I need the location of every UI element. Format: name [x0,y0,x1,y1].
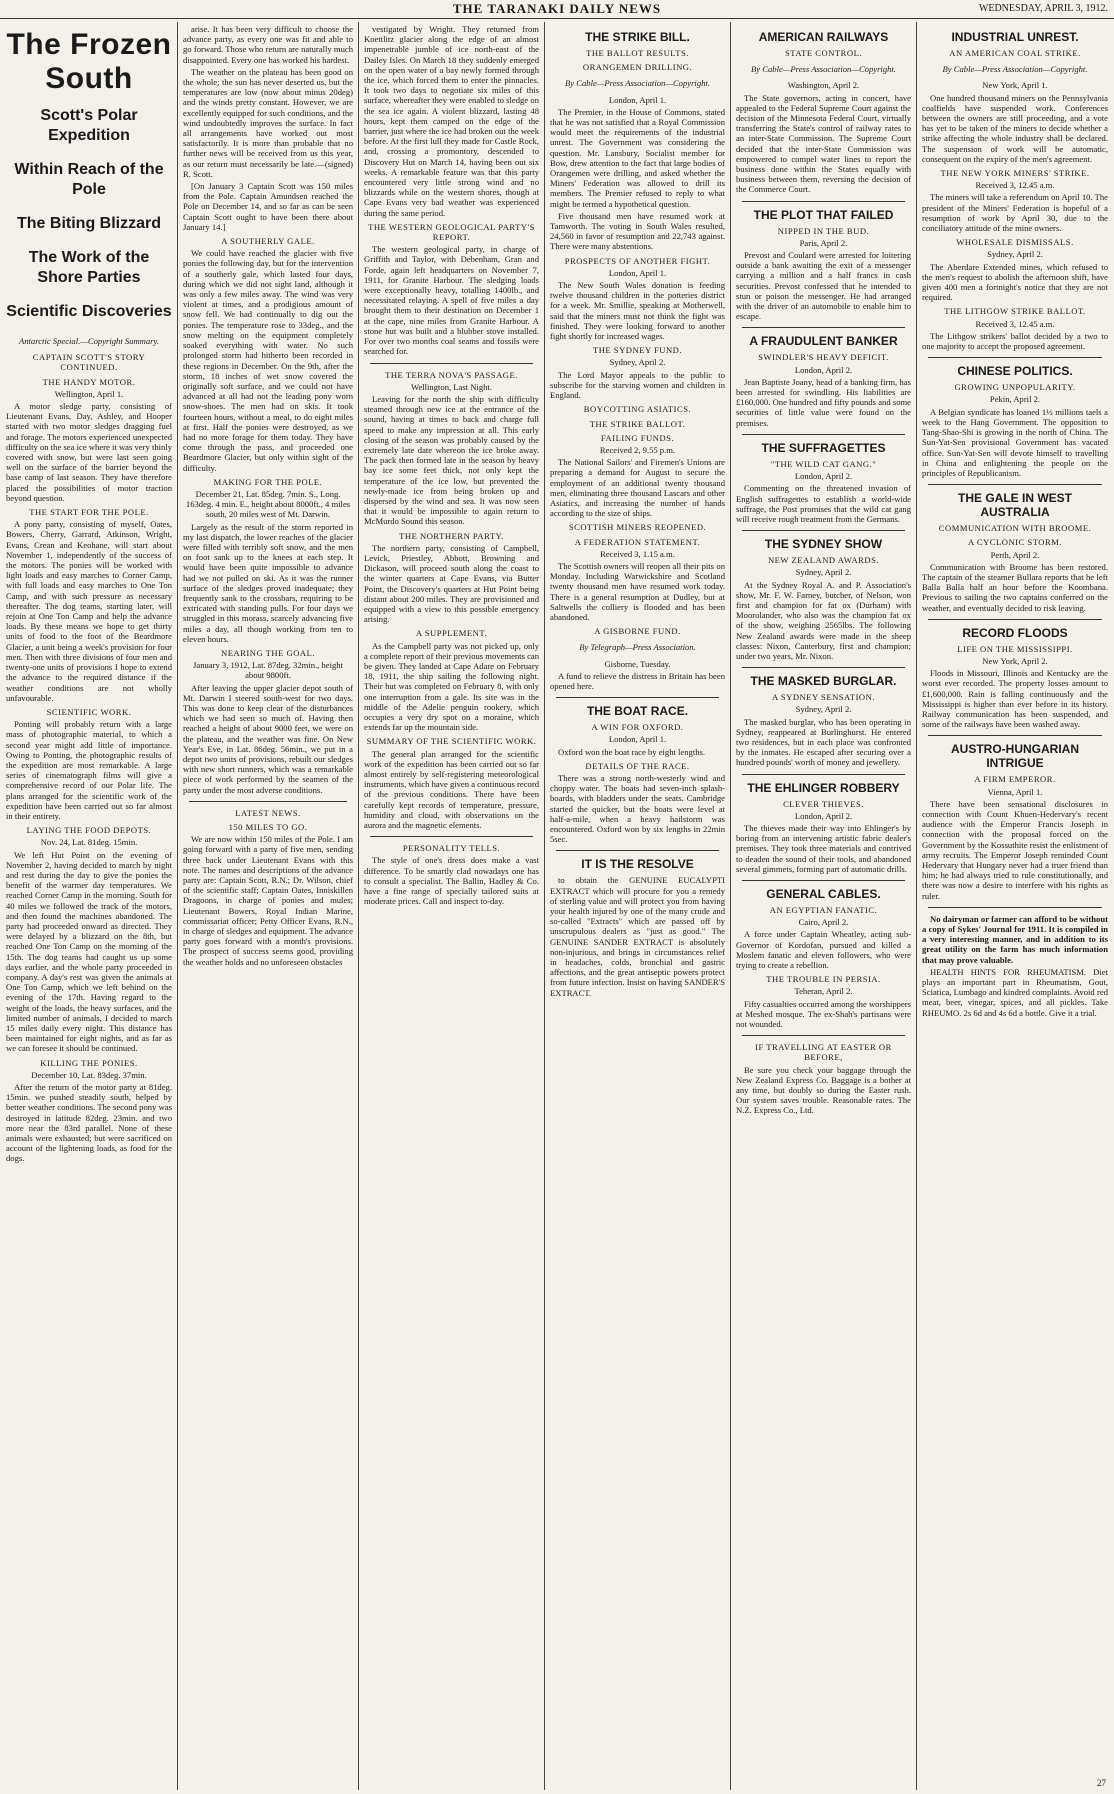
paragraph: The western geological party, in charge of Griffith and Taylor, with Debenham, Gran and Forde, again left headquarters on November 7, 1911, for Granite Harbour. The sledging loads were exceptionally heavy, totalling 1400lb., and necessitated relaying. A spell of five miles a day brought them to their destination on December 1 at the cape, nine miles from Granite Harbour. A stone hut was built and a blubber stove installed. For over two months coal seams and fossils were searched for. [364,244,539,357]
paragraph: There have been sensational disclosures in connection with Count Khuen-Hedervary's recent audience with the Emperor Francis Joseph in connection with the proposal forced on the Government by the Kossuthite resist the enlistment of army recruits. The Emperor Joseph reminded Count Hedervary that Hungary never had a truer friend than him; he had always tried to rule constitutionally, and there was now a desire to interfere with his rights as ruler. [922,798,1108,901]
subhead: A WIN FOR OXFORD. [591,722,684,733]
subhead: LIFE ON THE MISSISSIPPI. [957,643,1073,654]
paragraph: Largely as the result of the storm reported in my last dispatch, the lower reaches of the glacier were filled with terribly soft snow, and the men on foot sank up to the knees at each step. It would have been quite impossible to advance had we not pulled on ski. As it was the runner surface of the sledges proved inadequate; they frequently sank to the crossbars, requiring to be extricated with standing pulls. For four days we struggled in this morass, scarcely advancing five miles a day, all though working from ten to eleven hours. [183,521,353,644]
paragraph: Communication with Broome has been restored. The captain of the steamer Bullara reports that he left Balla Balla half an hour before the Koombana. Previous to sailing the two captains conferred on the weather, and eventually decided to risk leaving. [922,561,1108,613]
subhead: NEARING THE GOAL. [220,647,316,658]
paragraph: A motor sledge party, consisting of Lieutenant Evans, Day, Ashley, and Hooper started with two motor sledges dragging fuel and forage. The motors experienced unexpected difficulty on the sea ice where it was very thinly covered with snow, but were last seen going well on the surface of the barrier beyond the base camp of last season. They have therefore placed the possibilities of motor traction beyond question. [6,401,172,503]
subhead: BOYCOTTING ASIATICS. [583,404,692,415]
column-rule [544,22,545,1790]
subhead: ORANGEMEN DRILLING. [582,62,693,73]
column-4 [550,24,725,1788]
subhead: NIPPED IN THE BUD. [777,225,870,236]
divider [928,484,1102,485]
paragraph: The New South Wales donation is feeding twelve thousand children in the potteries district for a week. Mr. Smillie, speaking at Motherwell, said that the miners must not think the fight was finished. They were looking forward to another fight shortly for increased wages. [550,280,725,342]
story-head: THE EHLINGER ROBBERY [747,780,900,795]
subhead: PERSONALITY TELLS. [402,843,501,854]
subhead: THE NEW YORK MINERS' STRIKE. [940,168,1090,179]
dateline: Received 2, 9.55 p.m. [599,444,676,455]
divider [742,774,905,775]
subhead: THE START FOR THE POLE. [29,507,149,518]
dateline: Wellington, April 1. [54,388,124,399]
subhead: KILLING THE PONIES. [40,1057,138,1068]
divider [928,357,1102,358]
subhead: SCOTTISH MINERS REOPENED. [568,522,707,533]
dateline: Vienna, April 1. [987,786,1043,797]
divider [742,880,905,881]
paragraph: [On January 3 Captain Scott was 150 miles from the Pole. Captain Amundsen reached the Pole on December 14, and so far as can be seen Captain Scott ought to have been there about January 14.] [183,181,353,232]
dateline: Paris, April 2. [799,237,848,248]
column-1 [6,24,172,1788]
paragraph: The general plan arranged for the scientific work of the expedition has been carried out so far almost entirely by self-registering meteorological instruments, which have given a continuous record of the previous conditions. There have been carefully kept records of temperature, pressure, humidity and cloud, with observations on the aurora and the magnetic elements. [364,748,539,831]
column-5 [736,24,911,1788]
paragraph: A fund to relieve the distress in Britain has been opened here. [550,670,725,691]
advert-text: HEALTH HINTS FOR RHEUMATISM. Diet plays an important part in Rheumatism, Gout, Sciatica, Lumbago and kindred complaints. Avoid red meat, beer, vinegar, spices, and all pickles. Take RHEUMO. 2s 6d and 4s 6d a bottle. Give it a trial. [922,966,1108,1018]
advert-text: No dairyman or farmer can afford to be without a copy of Sykes' Journal for 1911. It is compiled in a very interesting manner, and in addition to its great utility on the farm has much information that may prove valuable. [922,913,1108,965]
advert-text: to obtain the GENUINE EUCALYPTI EXTRACT which will procure for you a remedy of sterling value and will protect you from having your health injured by one of the many crude and so-called "Extracts" which are passed off by unscrupulous dealers as "just as good." The GENUINE SANDER EXTRACT is absolutely non-injurious, and brings in circumstances relief in headaches, colds, bronchial and gastric affections, and the great antiseptic powers protect from future infection. Insist on having SANDER'S EXTRACT. [550,875,725,998]
dateline: January 3, 1912, Lat. 87deg. 32min., height about 9800ft. [193,660,343,681]
paragraph: A pony party, consisting of myself, Oates, Bowers, Cherry, Garrard, Atkinson, Wright, Evans, Crean and Keohane, will start about November 1, independently of the success of the motors. The ponies will be worked with light loads and easy marches to Corner Camp, with full loads and easy marches to One Ton Camp, and with such pressure as necessary thereafter. The dog teams, starting later, will rejoin at One Ton Camp and help the advance loads. By these means we hope to get thirty units of food to the foot of the Beardmore Glacier, a unit being a week's provision for four men. Then with three divisions of four men and twenty-one units of provisions I hope to extend the advance to the required distance if the weather conditions are not wholly unfavourable. [6,519,172,703]
paragraph: Floods in Missouri, Illinois and Kentucky are the worst ever recorded. The property losses amount to £1,600,000. Rain is falling continuously and the Mississippi is higher than ever before in its history. Railway communication has been suspended, and some of the railways have been washed away. [922,668,1108,730]
divider [189,801,347,802]
subhead: A SYDNEY SENSATION. [771,692,875,703]
dateline: New York, April 1. [982,80,1048,91]
paragraph: The northern party, consisting of Campbell, Levick, Priestley, Abbott, Browning and Dickason, will proceed south along the coast to the winter quarters at Cape Evans, via Butter Point, the Discovery's quarters at Hut Point being distant about 200 miles. They are provisioned and equipped with a view to this possible emergency arising. [364,542,539,625]
subhead: SCIENTIFIC WORK. [46,706,132,717]
divider [370,363,533,364]
subhead: SWINDLER'S HEAVY DEFICIT. [758,352,889,363]
page-number: 27 [1097,1778,1106,1788]
paragraph: Five thousand men have resumed work at Tamworth. The voting in South Wales resulted, 24,560 in favor of resumption and 22,743 against. There were many abstentions. [550,210,725,252]
divider [556,697,719,698]
paragraph: The thieves made their way into Ehlinger's by boring from an intervening artistic fabric dealer's premises. They took three materials and contrived to deaden the sound of their tools, and abandoned several gimmets, forming part of automatic drills. [736,822,911,874]
paragraph: The Premier, in the House of Commons, stated that he was not satisfied that a Royal Commission would meet the requirements of the industrial unrest. The Government was considering the question. Mr. Lansbury, Socialist member for Bow, drew attention to the fact that large bodies of Orangemen were drilling, and asked whether the Miners' Federation was allowed to drill its members. The Premier refused to reply to what might be termed a hypothetical question. [550,106,725,209]
subhead: NEW ZEALAND AWARDS. [767,555,880,566]
subhead: MAKING FOR THE POLE. [213,476,323,487]
paragraph: The weather on the plateau has been good on the whole; the sun has never deserted us, but the temperatures are low (now about minus 20deg) and the winds pretty constant. However, we are excellently equipped for such conditions, and the wind undoubtedly improves the surface. In fact all arrangements have worked out most satisfactorily. It is more than probable that no further news will be received from us this year, as our return must necessarily be late.—(signed) R. Scott. [183,66,353,179]
story-head: CAPTAIN SCOTT'S STORY CONTINUED. [32,352,146,373]
subhead: THE WESTERN GEOLOGICAL PARTY'S REPORT. [368,221,535,243]
paragraph: The Lithgow strikers' ballot decided by a two to one majority to accept the proposed agreement. [922,330,1108,352]
subhead: STATE CONTROL. [785,48,862,58]
paragraph: The Scottish owners will reopen all their pits on Monday. Including Warwickshire and Scotland twenty thousand men have resumed work today. There is a general resumption at Dudley, but at Saltwells the colliery is flooded and has been abandoned. [550,560,725,622]
byline: Antarctic Special.—Copyright Summary. [18,336,160,346]
column-rule [358,22,359,1790]
subhead: THE STRIKE BALLOT. [589,418,686,429]
paragraph: A force under Captain Wheatley, acting sub-Governor of Kordofan, pursued and killed a Moslem fanatic and eleven followers, who were trying to create a rebellion. [736,929,911,970]
dateline: London, April 1. [608,734,667,745]
column-3 [364,24,539,1788]
column-rule [730,22,731,1790]
divider [928,619,1102,620]
dateline: London, April 2. [794,810,853,821]
subhead: AN EGYPTIAN FANATIC. [769,904,878,915]
story-head: THE SYDNEY SHOW [764,537,883,552]
paragraph: Prevost and Coulard were arrested for loitering outside a bank awaiting the exit of a messenger carrying a million and a half francs in cash securities. Prevost confessed that he intended to stun or poison the messenger. He had arranged with the driver of an automobile to enable him to escape. [736,250,911,322]
masthead-title: THE TARANAKI DAILY NEWS [452,1,662,16]
subhead: "THE WILD CAT GANG." [770,458,877,469]
dateline: Received 3, 1.15 a.m. [600,548,675,559]
subhead: THE HANDY MOTOR. [42,376,136,387]
dateline: December 10, Lat. 83deg. 37min. [31,1069,147,1080]
divider [742,667,905,668]
paragraph: Jean Baptiste Joany, head of a banking firm, has been arrested for swindling. His liabilities are £160,000. One hundred and fifty pounds and some securities of little value were found on the premises. [736,376,911,428]
byline: By Cable—Press Association—Copyright. [942,64,1088,75]
dateline: London, April 1. [608,94,667,105]
paragraph: A Belgian syndicate has loaned 1½ millions taels a week to the Hang Government. The opposition to Tang-Shao-Shi is growing in the north of China. The Sun-Yat-Sen provisional Government has vacated office. Sun-Yat-Sen will devote himself to travelling in China and enlightening the people on the principles of Republicanism. [922,406,1108,478]
subhead: COMMUNICATION WITH BROOME. [938,523,1092,534]
subhead: THE LITHGOW STRIKE BALLOT. [944,306,1086,317]
subhead: THE NORTHERN PARTY. [399,530,504,541]
story-head: THE PLOT THAT FAILED [753,207,894,222]
dateline: Sydney, April 2. [795,704,852,715]
divider [742,434,905,435]
subhead: THE TERRA NOVA'S PASSAGE. [385,369,518,380]
subhead: THE SYDNEY FUND. [592,345,683,356]
dateline: Wellington, Last Night. [411,381,492,392]
story-head: AUSTRO-HUNGARIAN INTRIGUE [951,742,1079,771]
main-headline: The Frozen South [6,28,172,95]
dateline: Gisborne, Tuesday. [604,658,671,669]
story-head: THE BOAT RACE. [586,704,689,719]
paragraph: We are now within 150 miles of the Pole. I am going forward with a party of five men, sending three back under Lieutenant Evans with this note. The names and descriptions of the advance party are: Captain Scott, R.N.; Dr. Wilson, chief of the scientific staff; Captain Oates, Inniskillen Dragoons, in charge of ponies and mules; Lieutenant Bowers, Royal Indian Marine, commissariat officer; Petty Officer Evans, R.N., in charge of sledges and equipment. The advance party goes forward with a month's provisions. The prospect of success seems good, providing the weather holds and no unforeseen obstacles [183,834,353,967]
subhead: DETAILS OF THE RACE. [585,760,690,771]
subhead: A FEDERATION STATEMENT. [574,536,701,547]
paragraph: After leaving the upper glacier depot south of Mt. Darwin I steered south-west for two days. This was done to keep clear of the disturbances which we had seen so much of. Having then reached a height of about 9000 feet, we were on the plateau, and the weather was fine. On New Year's Eve, in Lat. 86deg. 56min., we put in a depot two units of provisions, rebuilt our sledges with new short runners, which was a remarkable piece of work performed by the seamen of the party under the most adverse conditions. [183,682,353,795]
paragraph: Fifty casualties occurred among the worshippers at Meshed mosque. The ex-Shah's partisans were not wounded. [736,998,911,1030]
subhead: FAILING FUNDS. [600,432,675,443]
deck-3: The Biting Blizzard [17,215,161,232]
subhead: WHOLESALE DISMISSALS. [956,237,1074,248]
paragraph: There was a strong north-westerly wind and choppy water. The boats had seven-inch splash-boards, with bladders under the seats. Cambridge started the quicker, but the boats were level at half-a-mile, when a heavy hailstorm was encountered. Oxford won by six lengths in 22min 5sec. [550,772,725,845]
divider [928,735,1102,736]
dateline: New York, April 2. [982,655,1048,666]
divider [742,1035,905,1036]
subhead: A FIRM EMPEROR. [974,774,1056,785]
dateline: Perth, April 2. [990,549,1040,560]
story-head: THE STRIKE BILL. [585,30,690,44]
masthead [0,0,1114,19]
dateline: Pekin, April 2. [989,394,1041,405]
subhead: THE BALLOT RESULTS. [586,48,689,58]
subhead: SUMMARY OF THE SCIENTIFIC WORK. [366,736,537,747]
dateline: Cairo, April 2. [798,917,849,928]
column-6 [922,24,1108,1788]
advert-text: Be sure you check your baggage through the New Zealand Express Co. Baggage is a bother at any time, but doubly so during the Easter rush. Our system saves trouble. Reasonable rates. The N.Z. Express Co., Ltd. [736,1064,911,1116]
paragraph: At the Sydney Royal A. and P. Association's show, Mr. F. W. Farney, butcher, of Nelson, won first and champion for fat ox (Durham) with Moorolander, who also was the champion fat ox of the show, weighing 2565lbs. The following New Zealand awards were made in the sheep classes: Nixon, Canterbury, first and champion; under two years, Mr. Nixon. [736,579,911,661]
story-head: RECORD FLOODS [962,625,1068,640]
dateline: Sydney, April 2. [609,357,666,368]
divider [370,836,533,837]
paragraph: The Lord Mayor appeals to the public to subscribe for the starving women and children in England. [550,369,725,401]
dateline: London, April 2. [794,471,853,482]
paragraph: We left Hut Point on the evening of November 2, having decided to march by night and rest during the day to give the ponies the benefit of the warmer day temperatures. We reached Corner Camp in the morning. South for 40 miles we followed the track of the motors, and then found the machines abandoned. The party had proceeded onward as directed. They were delayed by a blizzard on the 8th, but reached One Ton Camp on the morning of the 15th. The dog teams had caught us up some days earlier, and the whole party proceeded in company. A day's rest was given the animals at One Ton Camp, which we left behind on the evening of the 17th. Having regard to the weight of the loads, the heavy surfaces, and the limited number of animals, I decided to march 15 miles daily every night. This distance has been maintained for eight nights, and as far as we can foresee it should be continued. [6,849,172,1054]
dateline: Teheran, April 2. [794,986,853,997]
subhead: LATEST NEWS. [235,807,301,818]
advert-head: IF TRAVELLING AT EASTER OR BEFORE, [755,1042,892,1063]
paragraph: Commenting on the threatened invasion of English suffragettes to establish a world-wide suffrage, the Post promises that the wild cat gang will receive rough treatment from the Germans. [736,483,911,524]
story-head: THE MASKED BURGLAR. [750,674,897,689]
subhead: LAYING THE FOOD DEPOTS. [26,825,152,836]
subhead: THE TROUBLE IN PERSIA. [766,974,881,985]
paragraph: The National Sailors' and Firemen's Unions are preparing a demand for August to secure the employment of an additional twenty thousand men, eliminating three thousand Lascars and other Asiatics, and increasing the number of hands according to the size of ships. [550,457,725,519]
paragraph: As the Campbell party was not picked up, only a complete report of their previous movements can be given. They landed at Cape Adare on February 18, 1911, the ship sailing the following night. Their hut was completed on February 8, with only one interruption from a gale. Its site was in the middle of the Adelie penguin rookery, which occupies a very dry spot on a moraine, which extends far up the mountain side. [364,640,539,733]
column-2 [183,24,353,1788]
subhead: CLEVER THIEVES. [783,798,864,809]
divider [556,850,719,851]
dateline: London, April 2. [794,364,853,375]
divider [742,530,905,531]
divider [742,327,905,328]
paragraph: The miners will take a referendum on April 10. The president of the Miners' Federation is hopeful of a resumption of work by April 30, due to the conciliatory attitude of the mine owners. [922,192,1108,234]
subhead: A SOUTHERLY GALE. [221,236,315,247]
paragraph: The style of one's dress does make a vast difference. To be smartly clad nowadays one has to consult a specialist. The Ballin, Hadley & Co. have a fine range of specially tailored suits at moderate prices. Call and inspect to-day. [364,855,539,907]
paragraph: The State governors, acting in concert, have appealed to the Federal Supreme Court against the decision of the Minnesota Federal Court, virtually transferring the State's control of railway rates to an inter-State Commission. The Supreme Court decided that the inter-State Commission was empowered to compel water lines to report the business done within the States equally with business between them, reversing the decision of the Commerce Court. [736,92,911,195]
masthead-date: WEDNESDAY, APRIL 3, 1912. [978,3,1108,14]
dateline: Washington, April 2. [787,80,860,91]
paragraph: arise. It has been very difficult to choose the advance party, as every one was fit and able to go forward. Those who return are naturally much disappointed. Every one has worked his hardest. [183,24,353,65]
subhead: A GISBORNE FUND. [594,626,681,637]
subhead: GROWING UNPOPULARITY. [954,382,1076,393]
story-head: GENERAL CABLES. [766,886,881,901]
paragraph: After the return of the motor party at 81deg. 15min. we pushed steadily south, helped by better weather conditions. The second pony was destroyed in latitude 82deg. 23min. and two more near the 83rd parallel. None of these animals were exhausted; but were sacrificed on account of the lightening loads, as food for the dogs. [6,1082,172,1164]
paragraph: Leaving for the north the ship with difficulty steamed through new ice at the entrance of the sound, having at times to back and charge full speed to make any impression at all. This early closing of the season was probably caused by the extremely late date whereon the ice broke away. The pack then formed late in the season by heavy bay ice some feet thick, not only kept the temperature of the ice low, but prevented the newly-made ice from being broken up and dispersed by the wind and sea. It was now seen that it would be impossible to again return to McMurdo Sound this season. [364,393,539,527]
paragraph: vestigated by Wright. They returned from Koettlitz glacier along the edge of an almost impenetrable jumble of ice north-east of the Dailey Isles. On March 18 they suddenly emerged on the open water of a bay newly formed through the ice, which forced them to enter the pinnacles. It took two days to negotiate six miles of this surface, whereafter they were enabled to sledge on the sea ice again. A violent blizzard, lasting 48 hours, kept them camped on the edge of the barrier, just where the ice had broken out the week before. At the first lull they made for Castle Rock, and, crossing a promontory, descended to Discovery Hut on March 14, having been out six weeks. A remarkable feature was that this party encountered very little strong wind and no blizzards while on the western shores, though at Cape Evans very bad weather was experienced during the same period. [364,24,539,218]
paragraph: Ponting will probably return with a large mass of photographic material, to which a second year might add little of importance. Owing to Ponting, the photographic results of the expedition are most remarkable. A large series of cinematograph films will give a comprehensive record of our Polar life. The plans arranged for the scientific work of the expedition have been carried out so far almost in their entirety. [6,719,172,821]
dateline: London, April 1. [608,267,667,278]
story-head: A FRAUDULENT BANKER [749,334,898,349]
subhead: PROSPECTS OF ANOTHER FIGHT. [564,255,711,266]
dateline: Sydney, April 2. [795,567,852,578]
advert-head: IT IS THE RESOLVE [581,857,694,872]
deck-4: The Work of the Shore Parties [28,249,150,286]
story-head: INDUSTRIAL UNREST. [951,30,1079,44]
divider [928,907,1102,908]
dateline: Received 3, 12.45 a.m. [975,180,1055,191]
paragraph: We could have reached the glacier with five ponies the following day, but for the intervention of a southerly gale, which lasted four days, during which we did not sight land, although it was only a few miles away. The wind was very violent at times, and a prodigious amount of snow fell. We had continually to dig out the ponies. The temperature rose to 33deg., and the snow melting on the equipment completely soaked everything with water. No such prolonged storm had hitherto been recorded in these regions in December. On the 9th, after the storm, 18 inches of wet snow covered the originally soft surface, and we could not have advanced at all had not the leading pony worn snow-shoes. The men had on skis. It took fourteen hours, without a meal, to do eight miles at first. Half the ponies were destroyed, as we had no more forage for them today. They have come through the pass, and proceeded one Beardmore Glacier, but only within sight of the difficulty. [183,248,353,473]
paragraph: One hundred thousand miners on the Pennsylvania coalfields have suspended work. Conferences between the owners are still proceeding, and a vote has yet to be taken of the miners to decide whether a strike affecting the whole industry shall be declared. The suspension of work will be automatic, consequent on the expiry of the men's agreement. [922,92,1108,164]
dateline: December 21, Lat. 85deg. 7min. S., Long. 163deg. 4 min. E., height about 8000ft., 4 miles south, 20 miles west of Mt. Darwin. [185,488,351,520]
subhead: AN AMERICAN COAL STRIKE. [949,48,1081,58]
subhead: A SUPPLEMENT. [415,628,488,639]
story-head: THE SUFFRAGETTES [761,440,886,455]
story-head: THE GALE IN WEST AUSTRALIA [958,491,1072,520]
deck-1: Scott's Polar Expedition [40,107,138,144]
deck-5: Scientific Discoveries [6,303,172,320]
dateline: Sydney, April 2. [987,249,1043,260]
column-rule [177,22,178,1790]
deck-2: Within Reach of the Pole [14,161,164,198]
column-rule [916,22,917,1790]
story-head: AMERICAN RAILWAYS [758,30,889,44]
story-head: CHINESE POLITICS. [957,364,1073,379]
subhead: A CYCLONIC STORM. [967,537,1063,548]
divider [742,201,905,202]
dateline: Nov. 24, Lat. 81deg. 15min. [40,837,138,848]
paragraph: The Aberdare Extended mines, which refused to the men's request to abolish the afternoon shift, have given 400 men a fortnight's notice that they are not required. [922,261,1108,303]
dateline: Received 3, 12.45 a.m. [975,318,1055,329]
byline: By Telegraph—Press Association. [579,642,696,653]
byline: By Cable—Press Association—Copyright. [751,64,896,75]
paragraph: The masked burglar, who has been operating in Sydney, reappeared at Burlinghurst. He entered two residences, but in each place was confronted by the inmates. He escaped after securing over a hundred pounds' worth of money and jewellery. [736,716,911,768]
subhead: 150 MILES TO GO. [228,822,308,833]
paragraph: Oxford won the boat race by eight lengths. [558,746,706,757]
byline: By Cable—Press Association—Copyright. [565,78,710,89]
